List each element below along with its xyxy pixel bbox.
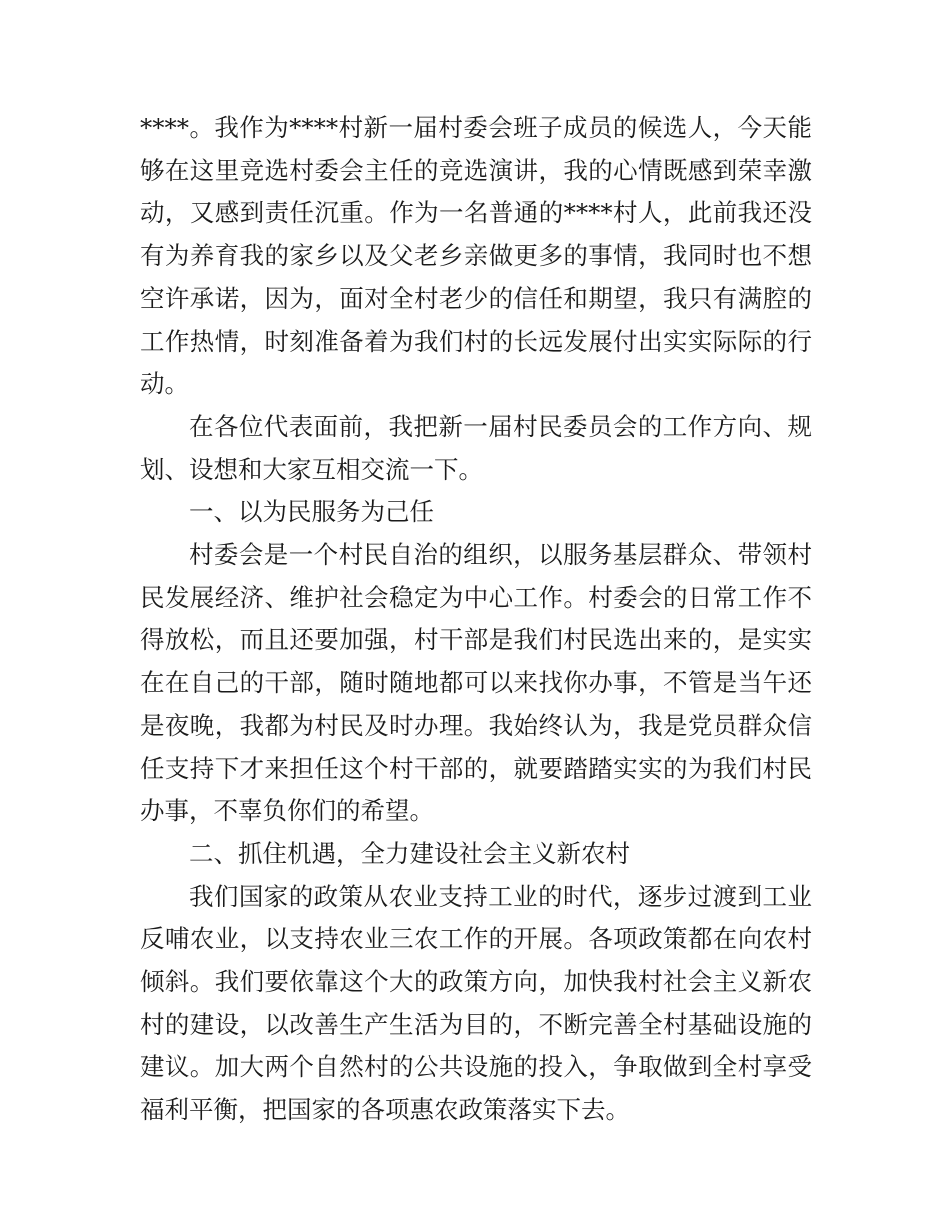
paragraph-exchange: 在各位代表面前，我把新一届村民委员会的工作方向、规划、设想和大家互相交流一下。 [140, 411, 812, 484]
paragraph-new-countryside: 我们国家的政策从农业支持工业的时代，逐步过渡到工业反哺农业，以支持农业三农工作的开展。各项政策都在向农村倾斜。我们要依靠这个大的政策方向，加快我村社会主义新农村的建设，以改善生产生活为目的，不断完善全村基础设施的建议。加大两个自然村的公共设施的投入，争取做到全村享受福利平衡，把国家的各项惠农政策落实下去。 [140, 881, 812, 1125]
document-page [140, 107, 812, 1132]
paragraph-intro: ****。我作为****村新一届村委会班子成员的候选人，今天能够在这里竞选村委会主任的竞选演讲，我的心情既感到荣幸激动，又感到责任沉重。作为一名普通的****村人，此前我还没有为养育我的家乡以及父老乡亲做更多的事情，我同时也不想空许承诺，因为，面对全村老少的信任和期望，我只有满腔的工作热情，时刻准备着为我们村的长远发展付出实实际际的行动。 [140, 113, 812, 399]
section-heading-2: 二、抓住机遇，全力建设社会主义新农村 [189, 838, 630, 868]
paragraph-service: 村委会是一个村民自治的组织，以服务基层群众、带领村民发展经济、维护社会稳定为中心工作。村委会的日常工作不得放松，而且还要加强，村干部是我们村民选出来的，是实实在在自己的干部，随时随地都可以来找你办事，不管是当午还是夜晚，我都为村民及时办理。我始终认为，我是党员群众信任支持下才来担任这个村干部的，就要踏踏实实的为我们村民办事，不辜负你们的希望。 [140, 540, 812, 826]
section-heading-1: 一、以为民服务为己任 [189, 497, 434, 527]
